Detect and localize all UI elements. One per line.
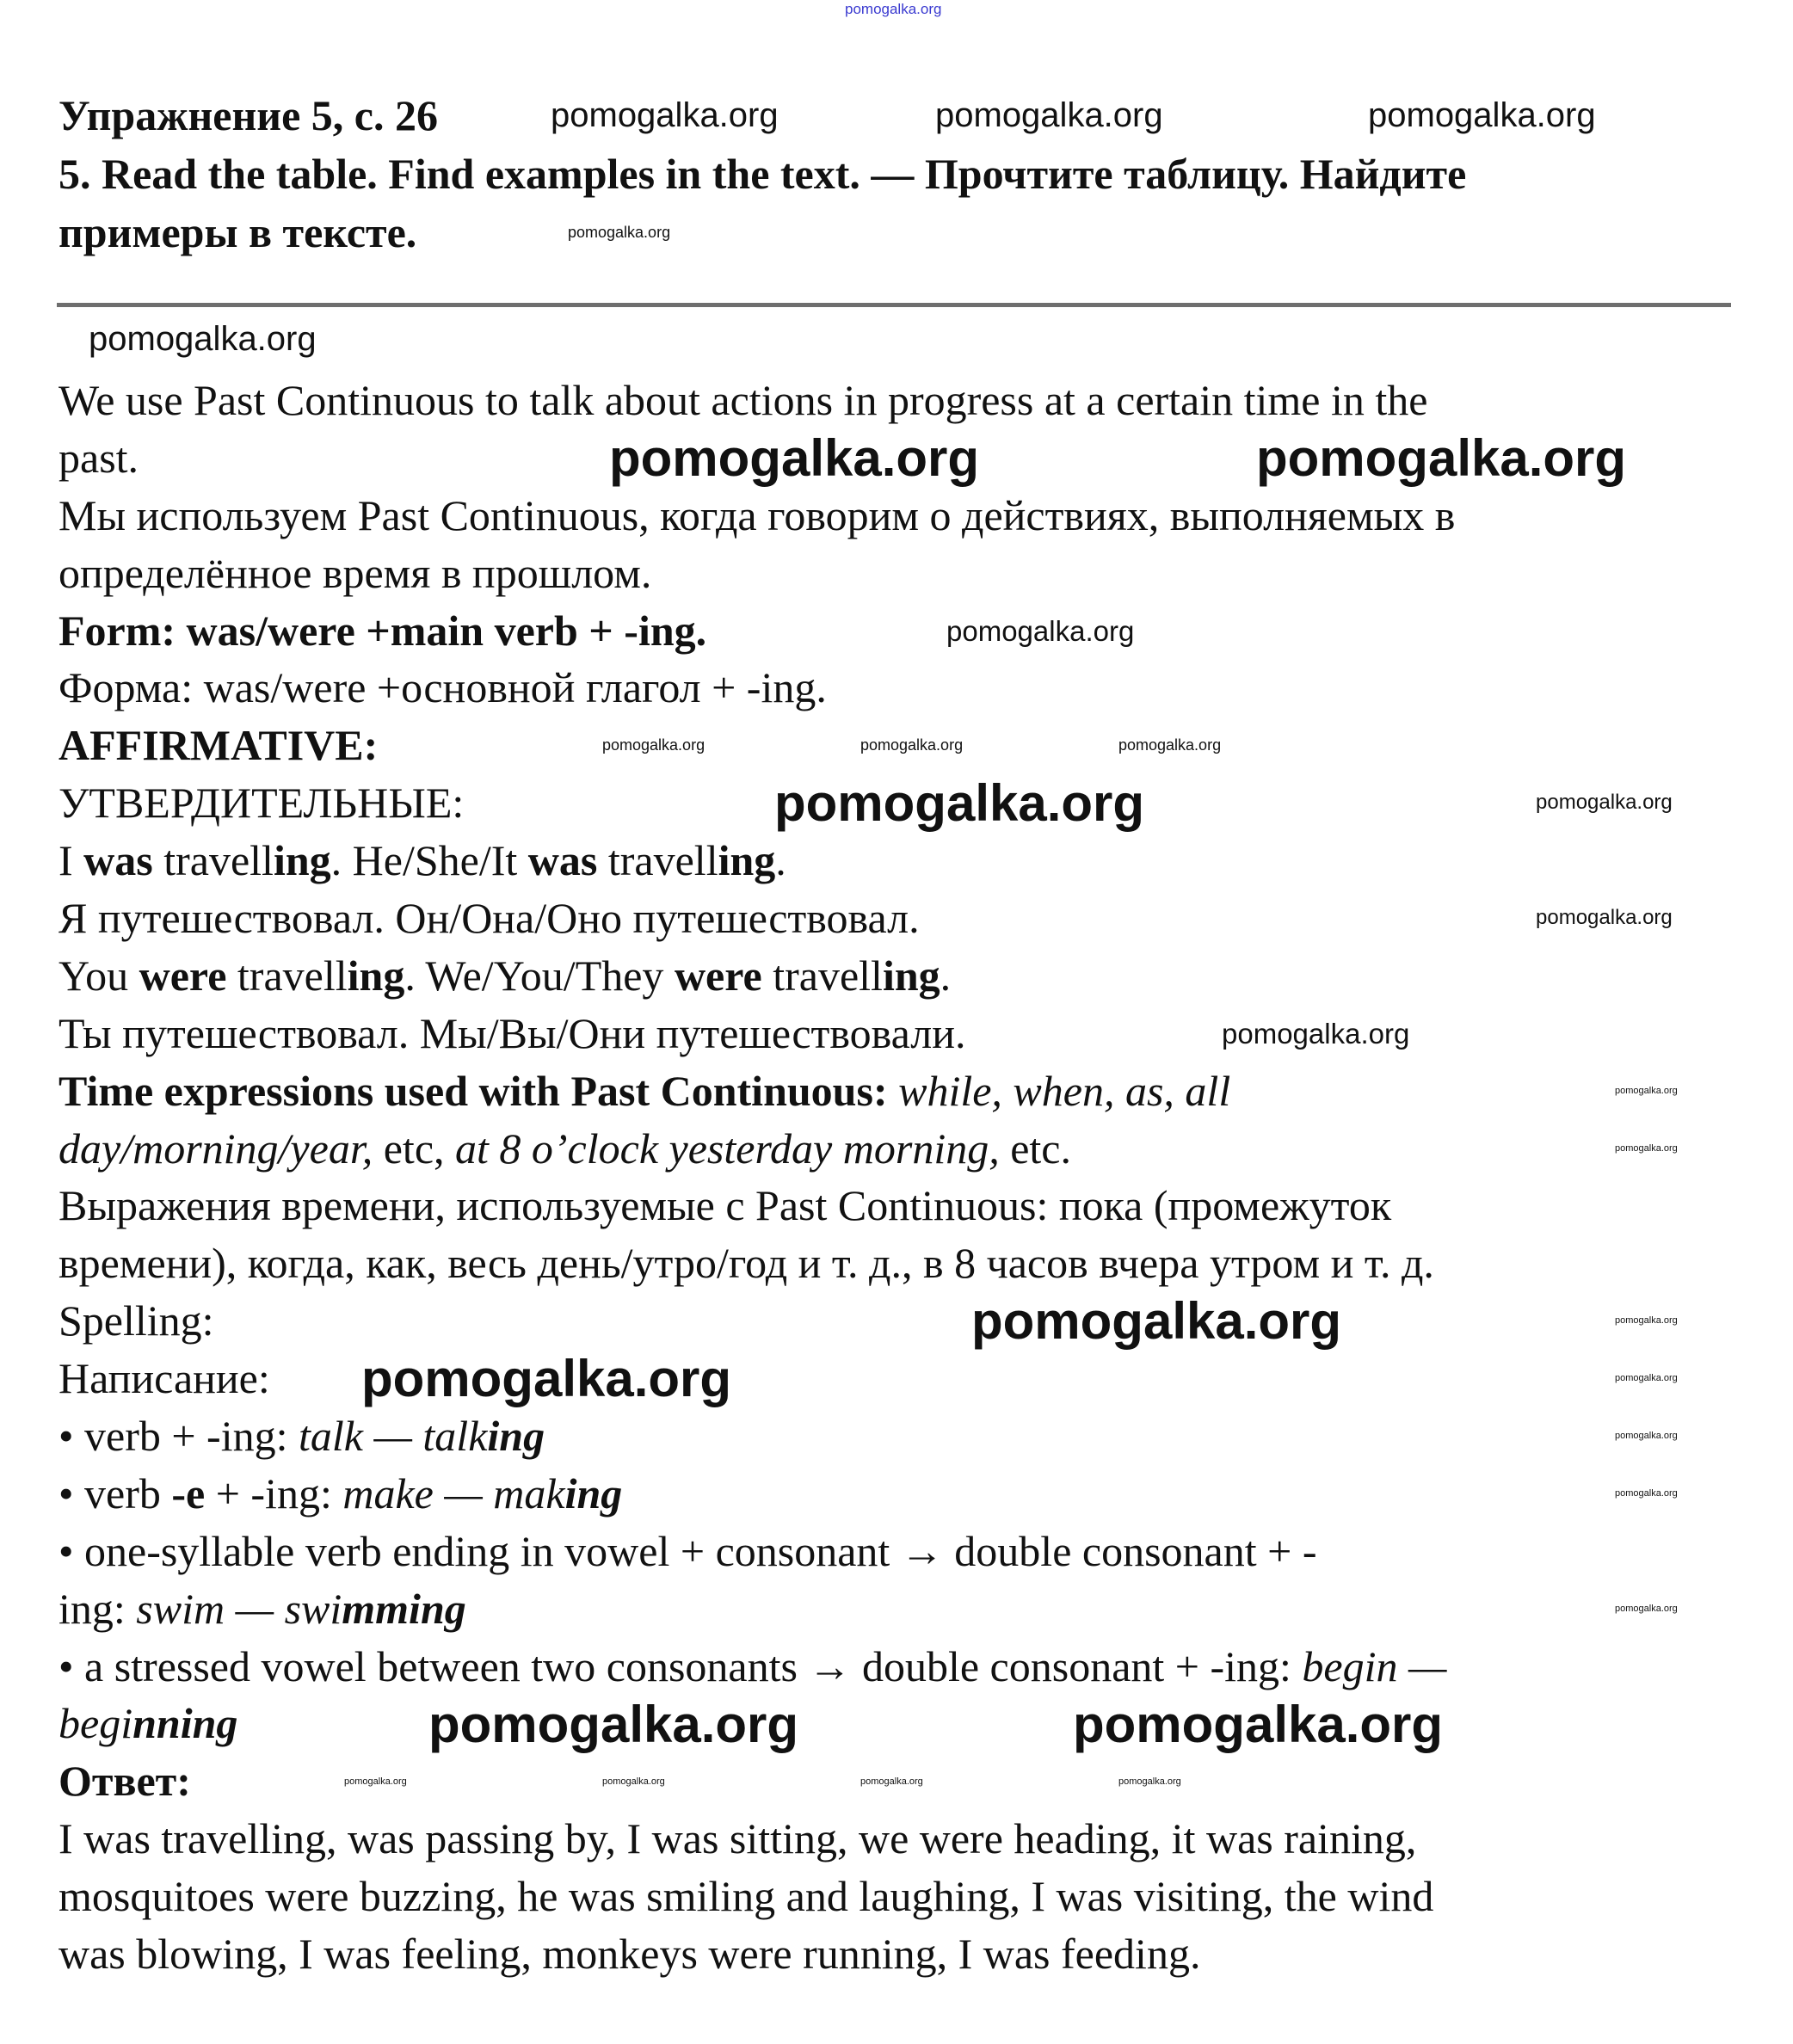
- text-segment: определённое время в прошлом.: [59, 548, 652, 597]
- watermark: pomogalka.org: [1615, 1373, 1678, 1383]
- text-segment: времени), когда, как, весь день/утро/год и т. д., в 8 часов вчера утром и т. д.: [59, 1239, 1434, 1288]
- watermark: pomogalka.org: [1615, 1604, 1678, 1614]
- bold-text: were: [674, 951, 762, 1000]
- bold-text: Form: was/were +main verb + -ing.: [59, 606, 707, 655]
- italic-text: begin —: [1302, 1641, 1447, 1690]
- text-segment: • verb + -ing:: [59, 1412, 299, 1461]
- text-segment: etc,: [373, 1124, 456, 1173]
- text-line: [59, 1177, 1455, 1234]
- text-line: [59, 717, 1455, 774]
- italic-text: begi: [59, 1699, 133, 1748]
- text-segment: .: [940, 951, 952, 1000]
- text-segment: You: [59, 951, 139, 1000]
- watermark: pomogalka.org: [860, 1776, 923, 1787]
- text-line: [59, 1234, 1455, 1292]
- text-segment: ing:: [59, 1584, 137, 1633]
- text-segment: Spelling:: [59, 1296, 214, 1345]
- watermark: pomogalka.org: [361, 1350, 732, 1407]
- text-segment: travell: [597, 836, 718, 885]
- watermark: pomogalka.org: [1222, 1018, 1410, 1050]
- text-segment: travell: [226, 951, 348, 1000]
- watermark: pomogalka.org: [1536, 791, 1673, 814]
- italic-text: swim — swi: [136, 1584, 342, 1633]
- text-segment: Написание:: [59, 1354, 270, 1403]
- bold-text: ing: [347, 951, 405, 1000]
- bold-text: Time expressions used with Past Continuous:: [59, 1066, 888, 1115]
- watermark: pomogalka.org: [344, 1776, 407, 1787]
- text-line: [59, 1580, 1455, 1638]
- text-segment: mosquitoes were buzzing, he was smiling and laughing, I was visiting, the wind: [59, 1872, 1434, 1921]
- watermark: pomogalka.org: [774, 774, 1145, 832]
- bold-text: -e: [171, 1468, 206, 1518]
- watermark: pomogalka.org: [1536, 906, 1673, 929]
- watermark: pomogalka.org: [860, 736, 964, 754]
- text-segment: • one-syllable verb ending in vowel + consonant → double consonant + -: [59, 1526, 1317, 1575]
- bold-text: were: [139, 951, 227, 1000]
- text-segment: Ты путешествовал. Мы/Вы/Они путешествовали.: [59, 1008, 966, 1057]
- task-instruction-line-1: 5. Read the table. Find examples in the text. — Прочтите таблицу. Найдите: [59, 150, 1467, 198]
- text-segment: + -ing:: [205, 1468, 343, 1518]
- watermark: pomogalka.org: [89, 320, 317, 358]
- watermark: pomogalka.org: [1615, 1488, 1678, 1499]
- bold-text: was: [527, 836, 598, 885]
- text-segment: • verb: [59, 1468, 172, 1518]
- text-line: [59, 1868, 1455, 1925]
- bold-italic-text: nning: [132, 1699, 238, 1748]
- bold-italic-text: mming: [342, 1584, 466, 1633]
- watermark: pomogalka.org: [971, 1292, 1342, 1350]
- text-segment: [888, 1067, 899, 1115]
- text-segment: Выражения времени, используемые с Past Continuous: пока (промежуток: [59, 1181, 1392, 1230]
- bold-italic-text: ing: [487, 1412, 545, 1461]
- watermark: pomogalka.org: [1368, 96, 1596, 134]
- watermark: pomogalka.org: [1615, 1315, 1678, 1326]
- watermark: pomogalka.org: [1615, 1086, 1678, 1096]
- watermark: pomogalka.org: [602, 736, 705, 754]
- text-line: [59, 832, 1455, 890]
- text-segment: We use Past Continuous to talk about actions in progress at a certain time in the: [59, 376, 1428, 424]
- text-line: [59, 1407, 1455, 1465]
- watermark: pomogalka.org: [1615, 1431, 1678, 1441]
- text-line: [59, 372, 1455, 429]
- text-line: [59, 1752, 1455, 1810]
- watermark: pomogalka.org: [1615, 1143, 1678, 1154]
- bold-text: ing: [273, 836, 331, 885]
- watermark: pomogalka.org: [602, 1776, 665, 1787]
- task-instruction-line-2: примеры в тексте.: [59, 208, 417, 256]
- text-segment: Форма: was/were +основной глагол + -ing.: [59, 663, 827, 712]
- divider: [57, 303, 1731, 307]
- italic-text: talk — talk: [298, 1412, 488, 1461]
- watermark: pomogalka.org: [551, 96, 779, 134]
- text-line: [59, 659, 1455, 717]
- text-segment: I was travelling, was passing by, I was sitting, we were heading, it was raining,: [59, 1814, 1417, 1863]
- text-segment: past.: [59, 433, 139, 482]
- text-line: [59, 1925, 1455, 1983]
- text-line: [59, 1062, 1455, 1120]
- text-line: [59, 1465, 1455, 1523]
- watermark: pomogalka.org: [1073, 1696, 1444, 1753]
- bold-text: ing: [718, 836, 776, 885]
- text-segment: Я путешествовал. Он/Она/Оно путешествовал.: [59, 894, 920, 943]
- bold-text: AFFIRMATIVE:: [59, 721, 379, 770]
- bold-italic-text: ing: [564, 1468, 623, 1518]
- text-line: [59, 1523, 1455, 1580]
- watermark: pomogalka.org: [845, 1, 942, 17]
- text-line: [59, 1350, 1455, 1407]
- bold-text: Ответ:: [59, 1757, 191, 1806]
- italic-text: make — mak: [342, 1468, 565, 1518]
- italic-text: while, when, as, all: [898, 1066, 1231, 1115]
- text-line: [59, 1120, 1455, 1178]
- italic-text: day/morning/year,: [59, 1124, 373, 1173]
- text-line: [59, 545, 1455, 602]
- text-line: [59, 890, 1455, 947]
- watermark: pomogalka.org: [428, 1696, 799, 1753]
- text-segment: . He/She/It: [330, 836, 528, 885]
- text-line: [59, 1810, 1455, 1868]
- text-segment: travell: [761, 951, 883, 1000]
- watermark: pomogalka.org: [1118, 1776, 1181, 1787]
- watermark: pomogalka.org: [1256, 429, 1627, 487]
- text-segment: etc.: [999, 1124, 1071, 1173]
- text-line: [59, 774, 1455, 832]
- bold-text: ing: [882, 951, 940, 1000]
- text-line: [59, 947, 1455, 1005]
- text-line: [59, 602, 1455, 660]
- text-segment: was blowing, I was feeling, monkeys were running, I was feeding.: [59, 1930, 1201, 1979]
- watermark: pomogalka.org: [935, 96, 1163, 134]
- italic-text: at 8 o’clock yesterday morning,: [455, 1124, 1000, 1173]
- text-segment: travell: [152, 836, 274, 885]
- text-segment: .: [775, 836, 786, 885]
- text-line: [59, 1638, 1455, 1696]
- text-segment: . We/You/They: [404, 951, 675, 1000]
- exercise-title: Упражнение 5, с. 26: [59, 91, 438, 139]
- bold-text: was: [83, 836, 153, 885]
- watermark: pomogalka.org: [568, 224, 671, 241]
- watermark: pomogalka.org: [946, 615, 1135, 647]
- text-segment: • a stressed vowel between two consonants → double consonant + -ing:: [59, 1641, 1303, 1690]
- text-line: [59, 487, 1455, 545]
- text-segment: Мы используем Past Continuous, когда говорим о действиях, выполняемых в: [59, 490, 1456, 539]
- watermark: pomogalka.org: [609, 429, 980, 487]
- watermark: pomogalka.org: [1118, 736, 1222, 754]
- text-segment: УТВЕРДИТЕЛЬНЫЕ:: [59, 779, 465, 828]
- text-segment: I: [59, 836, 84, 885]
